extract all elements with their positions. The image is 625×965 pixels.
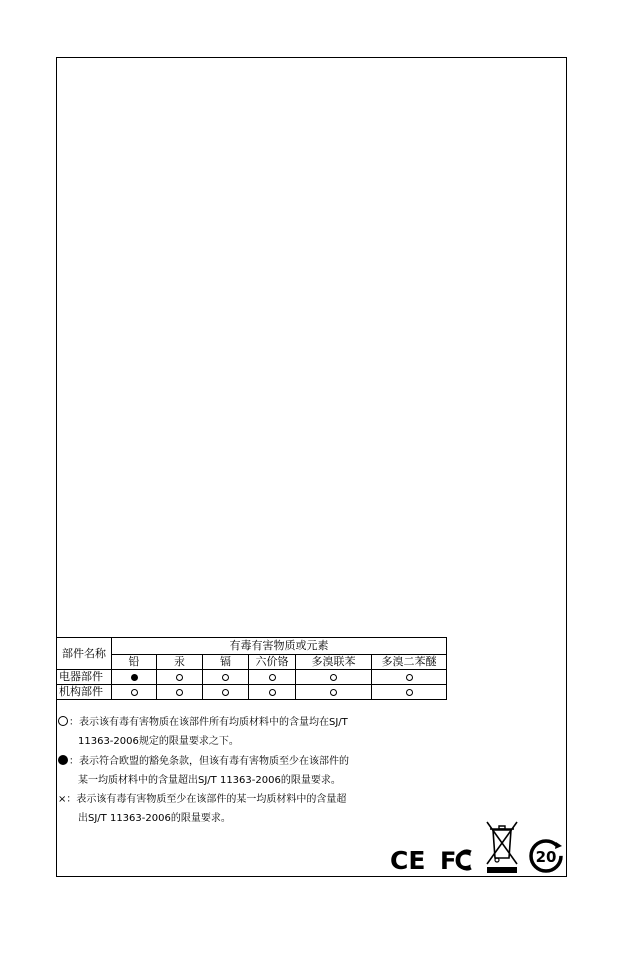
- compliance-mark: [131, 689, 138, 696]
- compliance-mark: [222, 674, 229, 681]
- fcc-mark-icon: [440, 848, 482, 872]
- compliance-mark: [176, 689, 183, 696]
- row-name: 电器部件: [57, 670, 112, 685]
- compliance-mark: [176, 674, 183, 681]
- substance-chromium: 六价铬: [249, 655, 296, 670]
- note-open-cont: 11363-2006规定的限量要求之下。: [78, 736, 239, 748]
- substance-group-header: 有毒有害物质或元素: [112, 638, 447, 655]
- compliance-mark: [406, 674, 413, 681]
- part-name-header: 部件名称: [57, 638, 112, 670]
- table-row: [57, 685, 447, 700]
- svg-text:20: 20: [535, 848, 557, 866]
- row-name: 机构部件: [57, 685, 112, 700]
- compliance-mark: [330, 689, 337, 696]
- legend-notes: [58, 713, 349, 829]
- compliance-mark: [222, 689, 229, 696]
- substance-mercury: 汞: [157, 655, 203, 670]
- open-circle-icon: [58, 716, 68, 726]
- weee-bin-icon: [484, 818, 520, 874]
- svg-text:FC: FC: [440, 848, 471, 872]
- table-row: [57, 670, 447, 685]
- note-cross-cont: 出SJ/T 11363-2006的限量要求。: [78, 813, 231, 825]
- epup-20-icon: [528, 838, 564, 874]
- compliance-mark: [269, 689, 276, 696]
- compliance-mark: [330, 674, 337, 681]
- compliance-mark: [269, 674, 276, 681]
- substance-cadmium: 镉: [203, 655, 249, 670]
- substance-pbb: 多溴联苯: [296, 655, 372, 670]
- compliance-mark: [406, 689, 413, 696]
- note-filled: ：表示符合欧盟的豁免条款，但该有毒有害物质至少在该部件的: [58, 752, 349, 771]
- note-cross: ×：表示该有毒有害物质至少在该部件的某一均质材料中的含量超: [58, 794, 347, 806]
- ce-mark-icon: [390, 848, 434, 872]
- hazardous-substance-table: [56, 637, 447, 700]
- note-open: ：表示该有毒有害物质在该部件所有均质材料中的含量均在SJ/T: [58, 713, 349, 732]
- substance-pbde: 多溴二苯醚: [372, 655, 447, 670]
- compliance-mark: [131, 674, 138, 681]
- svg-text:CE: CE: [390, 848, 426, 872]
- substance-lead: 铅: [112, 655, 157, 670]
- cross-icon: ×: [58, 794, 67, 806]
- filled-circle-icon: [58, 755, 68, 765]
- note-filled-cont: 某一均质材料中的含量超出SJ/T 11363-2006的限量要求。: [78, 774, 341, 786]
- certification-logos: [390, 818, 565, 874]
